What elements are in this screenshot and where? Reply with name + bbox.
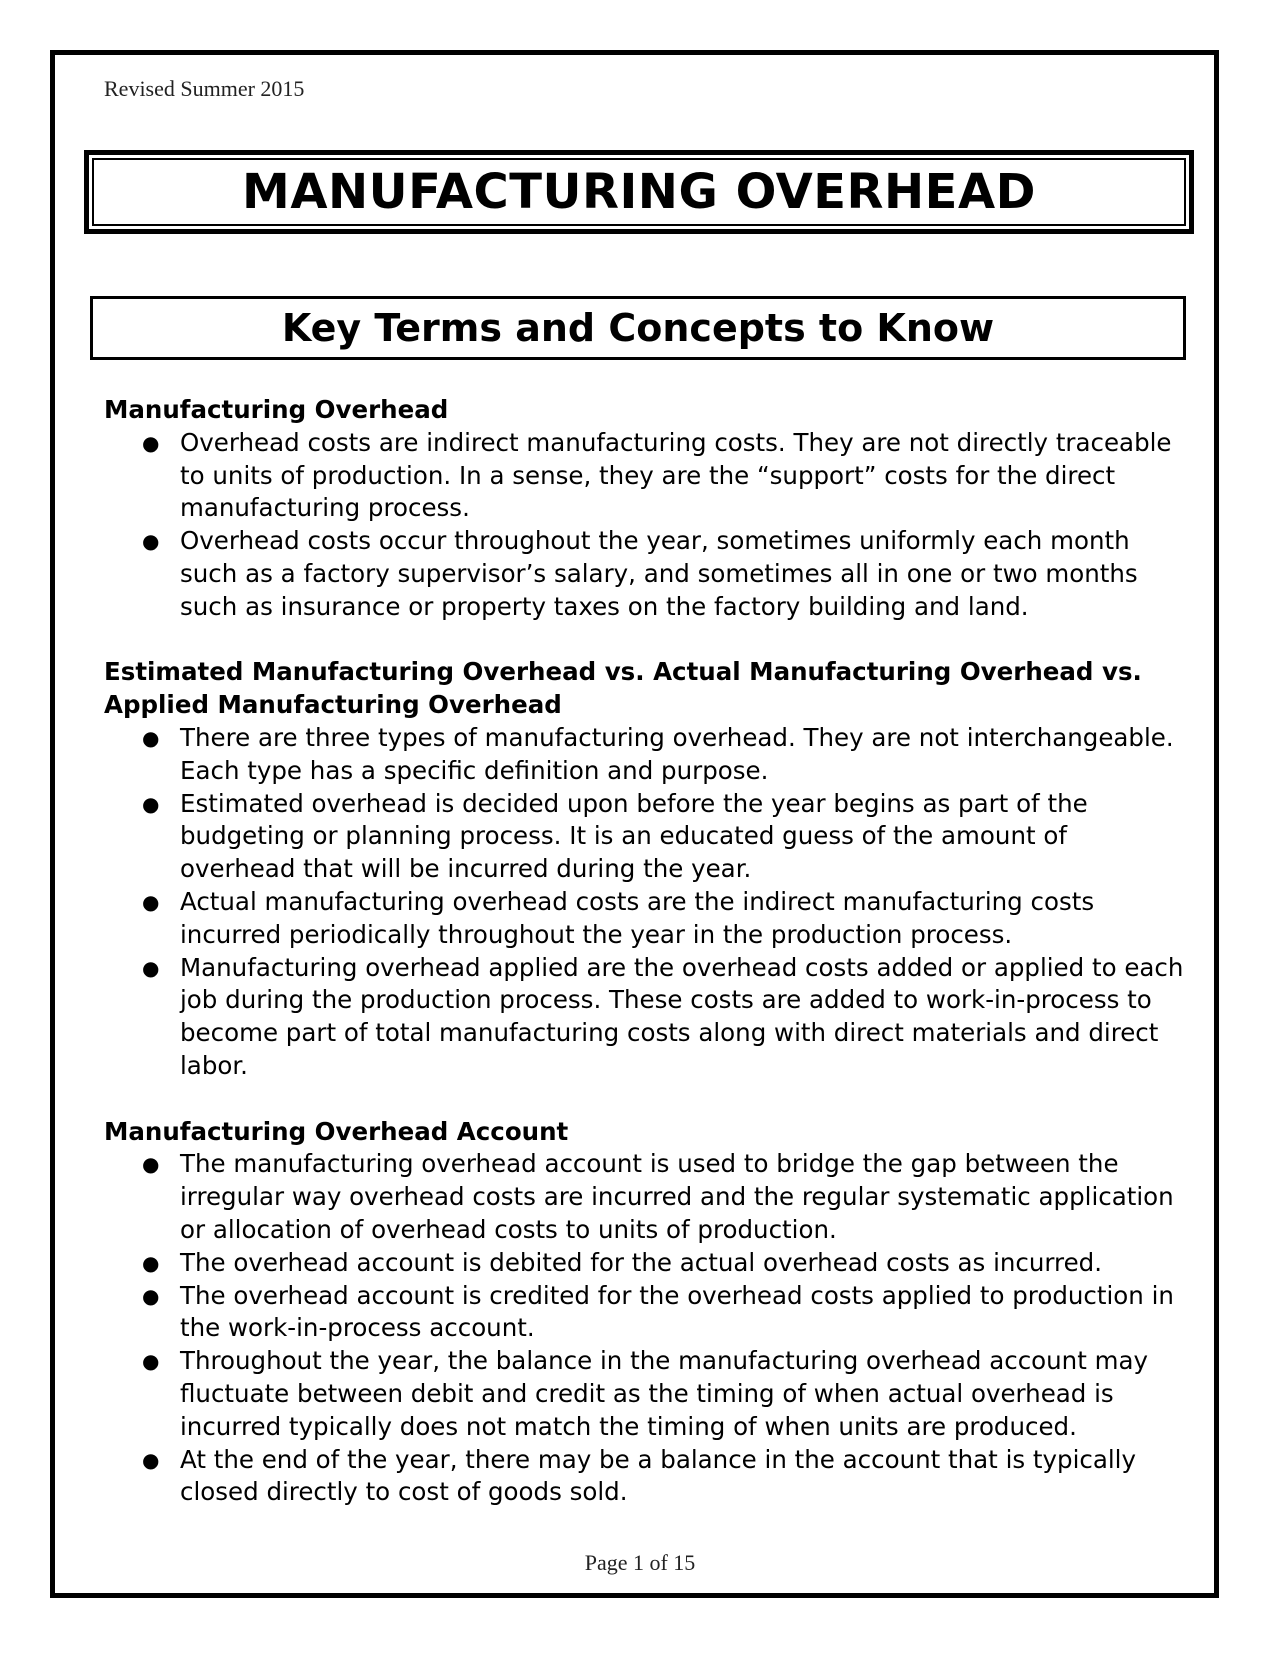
- list-item-text: The overhead account is debited for the actual overhead costs as incurred.: [180, 1247, 1102, 1277]
- list-item: [142, 427, 1184, 525]
- page-number: Page 1 of 15: [584, 1550, 696, 1575]
- section-heading: Manufacturing Overhead: [104, 395, 449, 424]
- list-item-text: The manufacturing overhead account is used to bridge the gap between the irregular way overhead costs are incurred and the regular systematic application or allocation of overhead costs to units of production.: [180, 1149, 1174, 1244]
- bullet-icon: ●: [142, 1283, 160, 1308]
- bullet-icon: ●: [142, 1250, 160, 1275]
- list-item: [142, 1345, 1184, 1443]
- title-box: [84, 150, 1194, 234]
- list-item-text: Overhead costs are indirect manufacturing costs. They are not directly traceable to units of production. In a sense, they are the “support” costs for the direct manufacturing process.: [180, 427, 1172, 523]
- bullet-icon: ●: [142, 529, 160, 554]
- page-title: MANUFACTURING OVERHEAD: [92, 158, 1186, 226]
- list-item-text: Actual manufacturing overhead costs are the indirect manufacturing costs incurred periodically throughout the year in the production process.: [180, 886, 1095, 949]
- bullet-icon: ●: [142, 725, 160, 750]
- list-item-text: The overhead account is credited for the overhead costs applied to production in the work-in-process account.: [180, 1280, 1174, 1343]
- list-item: [142, 1280, 1184, 1346]
- document-body: [104, 394, 1184, 1542]
- list-item-text: Overhead costs occur throughout the year, sometimes uniformly each month such as a factory supervisor’s salary, and sometimes all in one or two months such as insurance or property taxes on the factory building and land.: [180, 526, 1138, 621]
- bullet-list: [104, 1148, 1184, 1509]
- bullet-icon: ●: [142, 1152, 160, 1177]
- list-item: [142, 952, 1184, 1083]
- list-item-text: At the end of the year, there may be a balance in the account that is typically closed directly to cost of goods sold.: [180, 1444, 1136, 1507]
- bullet-icon: ●: [142, 1349, 160, 1374]
- bullet-list: [104, 722, 1184, 1083]
- bullet-icon: ●: [142, 955, 160, 980]
- list-item: [142, 886, 1184, 952]
- section-heading: Manufacturing Overhead Account: [104, 1116, 569, 1146]
- subtitle-box: Key Terms and Concepts to Know: [90, 296, 1186, 360]
- list-item: [142, 525, 1184, 623]
- section-manufacturing-overhead: [104, 394, 1184, 624]
- bullet-icon: ●: [142, 430, 160, 455]
- list-item: [142, 1247, 1184, 1280]
- list-item: [142, 1444, 1184, 1510]
- list-item-text: Estimated overhead is decided upon before the year begins as part of the budgeting or planning process. It is an educated guess of the amount of overhead that will be incurred during the year.: [180, 788, 1088, 884]
- list-item: [142, 788, 1184, 886]
- list-item: [142, 722, 1184, 788]
- list-item-text: Manufacturing overhead applied are the overhead costs added or applied to each job during the production process. These costs are added to work-in-process to become part of total manufacturing costs along with direct materials and direct labor.: [180, 952, 1184, 1080]
- list-item: [142, 1148, 1184, 1246]
- revision-note: Revised Summer 2015: [104, 76, 305, 101]
- bullet-icon: ●: [142, 889, 160, 914]
- bullet-icon: ●: [142, 791, 160, 816]
- section-overhead-account: [104, 1116, 1184, 1510]
- list-item-text: Throughout the year, the balance in the manufacturing overhead account may fluctuate between debit and credit as the timing of when actual overhead is incurred typically does not match the timing of when units are produced.: [180, 1346, 1148, 1441]
- section-heading: Estimated Manufacturing Overhead vs. Actual Manufacturing Overhead vs. Applied Manufacturing Overhead: [104, 657, 1142, 720]
- bullet-list: [104, 427, 1184, 624]
- list-item-text: There are three types of manufacturing overhead. They are not interchangeable. Each type has a specific definition and purpose.: [180, 722, 1174, 785]
- section-estimated-actual-applied: [104, 656, 1184, 1082]
- bullet-icon: ●: [142, 1447, 160, 1472]
